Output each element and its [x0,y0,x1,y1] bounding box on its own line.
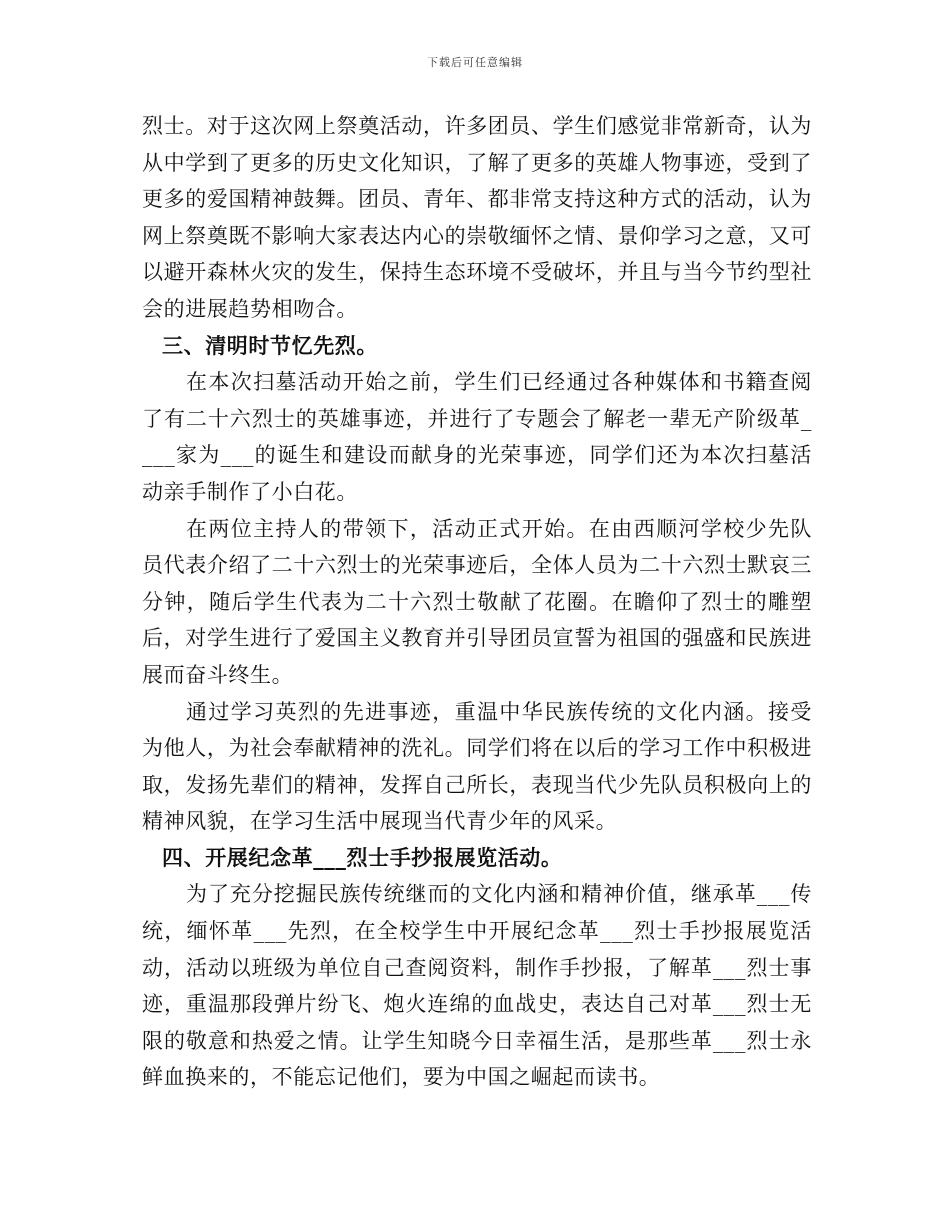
document-body [142,108,812,1096]
paragraph-preparation: 在本次扫墓活动开始之前，学生们已经通过各种媒体和书籍查阅了有二十六烈士的英雄事迹，并进行了专题会了解老一辈无产阶级革____家为___的诞生和建设而献身的光荣事迹，同学们还为本次扫墓活动亲手制作了小白花。 [142,370,812,504]
section-heading-3: 三、清明时节忆先烈。 [162,332,378,358]
paragraph-newspaper-exhibition: 为了充分挖掘民族传统继而的文化内涵和精神价值，继承革___传统，缅怀革___先烈，在全校学生中开展纪念革___烈士手抄报展览活动，活动以班级为单位自己查阅资料，制作手抄报，了解革___烈士事迹，重温那段弹片纷飞、炮火连绵的血战史，表达自己对革___烈士无限的敬意和热爱之情。让学生知晓今日幸福生活，是那些革___烈士永鲜血换来的，不能忘记他们，要为中国之崛起而读书。 [142,882,812,1090]
section-heading-4: 四、开展纪念革___烈士手抄报展览活动。 [162,844,563,870]
paragraph-ceremony: 在两位主持人的带领下，活动正式开始。在由西顺河学校少先队员代表介绍了二十六烈士的光荣事迹后，全体人员为二十六烈士默哀三分钟，随后学生代表为二十六烈士敬献了花圈。在瞻仰了烈士的雕塑后，对学生进行了爱国主义教育并引导团员宣誓为祖国的强盛和民族进展而奋斗终生。 [142,516,812,687]
page-header-note: 下载后可任意编辑 [427,56,523,69]
paragraph-learning: 通过学习英烈的先进事迹，重温中华民族传统的文化内涵。接受为他人，为社会奉献精神的洗礼。同学们将在以后的学习工作中积极进取，发扬先辈们的精神，发挥自己所长，表现当代少先队员积极向上的精神风貌，在学习生活中展现当代青少年的风采。 [142,699,812,834]
paragraph-online-memorial: 烈士。对于这次网上祭奠活动，许多团员、学生们感觉非常新奇，认为从中学到了更多的历史文化知识，了解了更多的英雄人物事迹，受到了更多的爱国精神鼓舞。团员、青年、都非常支持这种方式的活动，认为网上祭奠既不影响大家表达内心的崇敬缅怀之情、景仰学习之意，又可以避开森林火灾的发生，保持生态环境不受破坏，并且与当今节约型社会的进展趋势相吻合。 [142,114,812,321]
